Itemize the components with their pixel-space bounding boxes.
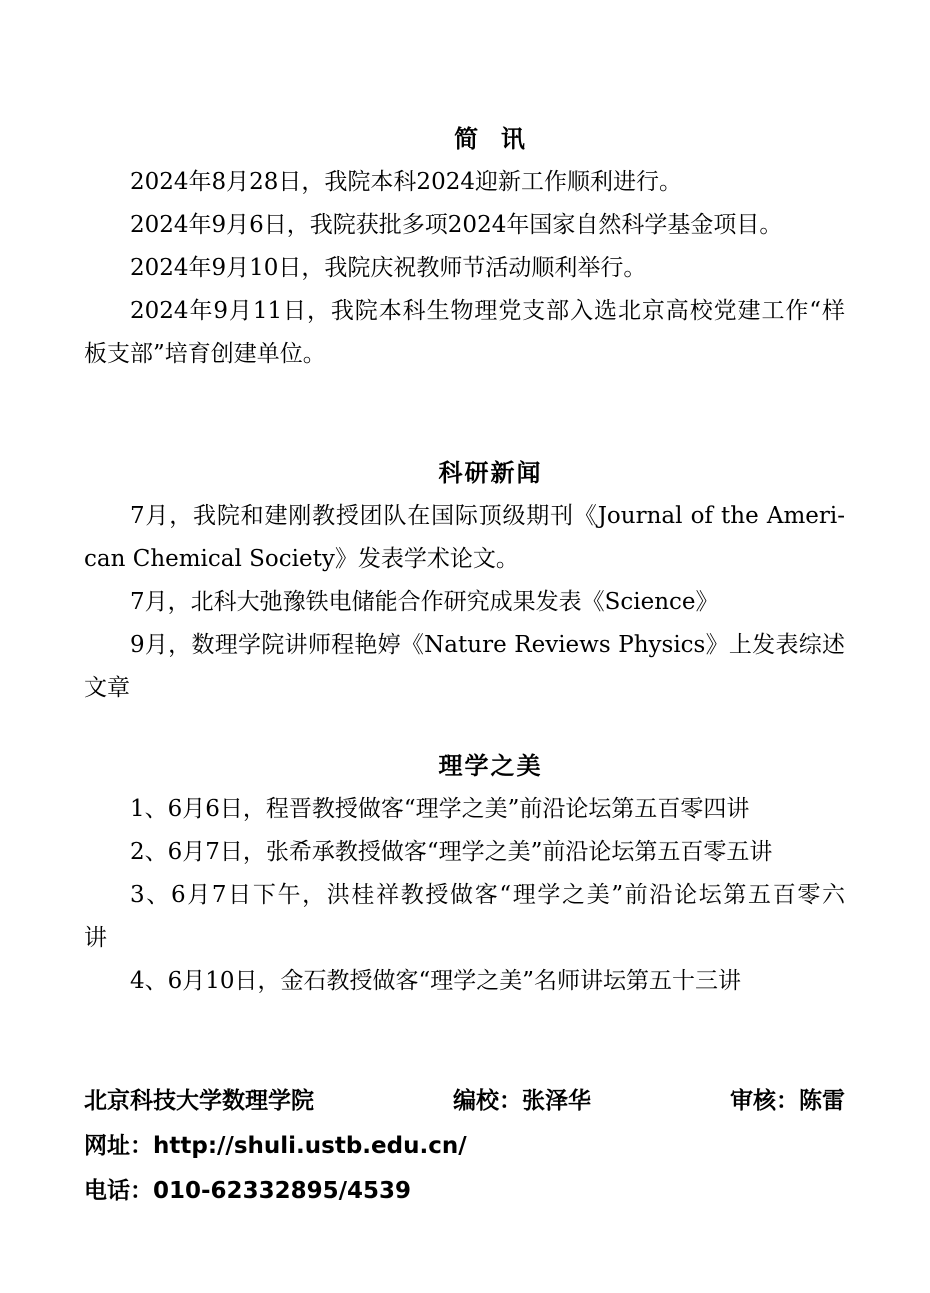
section-title-beauty-of-science: 理学之美 <box>438 752 543 780</box>
paragraph-line: 7月，北科大弛豫铁电储能合作研究成果发表《Science》 <box>130 589 719 615</box>
section-research-news <box>84 452 845 710</box>
section-beauty-of-science <box>84 745 845 1003</box>
footer-editor: 编校：张泽华 <box>453 1088 591 1114</box>
footer-reviewer: 审核：陈雷 <box>730 1088 845 1114</box>
paragraph-line: 板支部”培育创建单位。 <box>84 341 326 367</box>
paragraph-line: 文章 <box>84 675 130 701</box>
paragraph-line: 2024年9月11日，我院本科生物理党支部入选北京高校党建工作“样 <box>130 298 845 324</box>
paragraph-line: 7月，我院和建刚教授团队在国际顶级期刊《Journal of the Ameri- <box>130 503 845 529</box>
paragraph-line: 2024年8月28日，我院本科2024迎新工作顺利进行。 <box>130 169 682 195</box>
paragraph-line: 9月，数理学院讲师程艳婷《Nature Reviews Physics》上发表综述 <box>130 632 845 658</box>
section-brief-news <box>84 118 845 376</box>
section-title-research-news: 科研新闻 <box>438 459 543 487</box>
lecture-list-item: 讲 <box>84 925 107 951</box>
section-title-brief-news: 简 讯 <box>454 125 527 153</box>
paragraph-line: can Chemical Society》发表学术论文。 <box>84 546 519 572</box>
paragraph-line: 2024年9月10日，我院庆祝教师节活动顺利举行。 <box>130 255 647 281</box>
lecture-list-item: 2、6月7日，张希承教授做客“理学之美”前沿论坛第五百零五讲 <box>130 839 773 865</box>
footer-phone: 电话：010-62332895/4539 <box>84 1178 411 1204</box>
footer-website: 网址：http://shuli.ustb.edu.cn/ <box>84 1133 467 1159</box>
paragraph-line: 2024年9月6日，我院获批多项2024年国家自然科学基金项目。 <box>130 212 783 238</box>
footer-organization: 北京科技大学数理学院 <box>84 1088 314 1114</box>
lecture-list-item: 1、6月6日，程晋教授做客“理学之美”前沿论坛第五百零四讲 <box>130 796 750 822</box>
footer-credits-row <box>84 1079 845 1124</box>
lecture-list-item: 3、6月7日下午，洪桂祥教授做客“理学之美”前沿论坛第五百零六 <box>130 882 845 908</box>
footer <box>84 1079 845 1214</box>
lecture-list-item: 4、6月10日，金石教授做客“理学之美”名师讲坛第五十三讲 <box>130 968 742 994</box>
